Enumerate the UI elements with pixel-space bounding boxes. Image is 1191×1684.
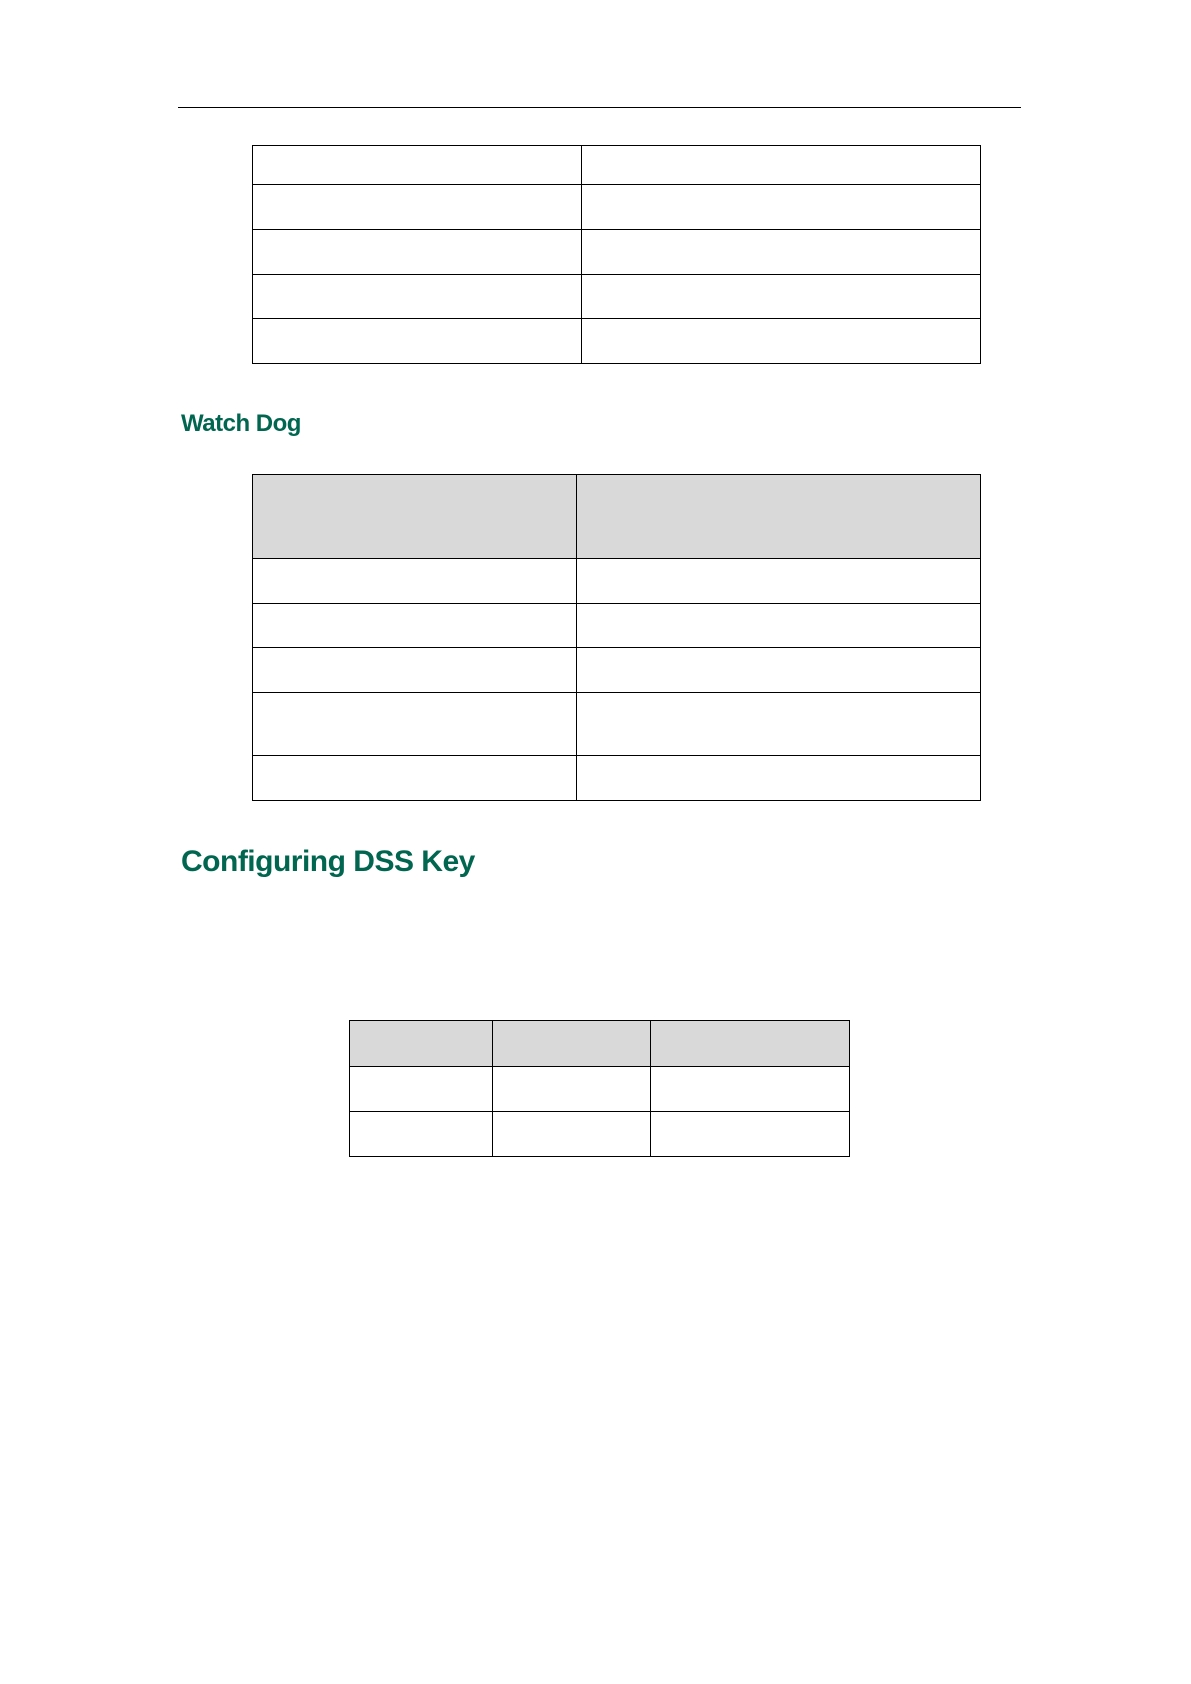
table-cell — [577, 693, 981, 756]
watch-dog-parameter-table — [252, 474, 981, 801]
table-header-cell — [651, 1021, 850, 1067]
table-cell — [253, 319, 582, 364]
table-cell — [577, 756, 981, 801]
table-row — [350, 1067, 850, 1112]
table-cell — [253, 146, 582, 185]
table-cell — [253, 756, 577, 801]
table-cell — [582, 146, 981, 185]
table-row — [253, 648, 981, 693]
table-row — [253, 559, 981, 604]
table-row — [253, 604, 981, 648]
table-header-row — [350, 1021, 850, 1067]
table-cell — [350, 1112, 493, 1157]
table-cell — [350, 1067, 493, 1112]
table-row — [253, 693, 981, 756]
table-header-cell — [493, 1021, 651, 1067]
table-cell — [253, 648, 577, 693]
section-heading-watch-dog: Watch Dog — [181, 410, 301, 437]
table-cell — [582, 185, 981, 230]
table-cell — [493, 1067, 651, 1112]
table-cell — [253, 604, 577, 648]
table-row — [253, 230, 981, 275]
table-cell — [493, 1112, 651, 1157]
dss-key-table — [349, 1020, 850, 1157]
table-cell — [253, 275, 582, 319]
table-header-cell — [577, 475, 981, 559]
header-rule — [178, 107, 1021, 108]
table-row — [253, 756, 981, 801]
table-cell — [577, 559, 981, 604]
table-row — [350, 1112, 850, 1157]
table-cell — [253, 230, 582, 275]
table-cell — [651, 1112, 850, 1157]
table-row — [253, 275, 981, 319]
table-cell — [253, 559, 577, 604]
table-header-cell — [253, 475, 577, 559]
table-cell — [582, 275, 981, 319]
parameter-table-top — [252, 145, 981, 364]
table-header-cell — [350, 1021, 493, 1067]
table-row — [253, 146, 981, 185]
table-row — [253, 185, 981, 230]
table-cell — [651, 1067, 850, 1112]
table-cell — [577, 648, 981, 693]
table-cell — [253, 693, 577, 756]
table-cell — [582, 230, 981, 275]
section-heading-configuring-dss-key: Configuring DSS Key — [181, 845, 475, 878]
table-row — [253, 319, 981, 364]
table-cell — [253, 185, 582, 230]
table-cell — [582, 319, 981, 364]
table-header-row — [253, 475, 981, 559]
table-cell — [577, 604, 981, 648]
